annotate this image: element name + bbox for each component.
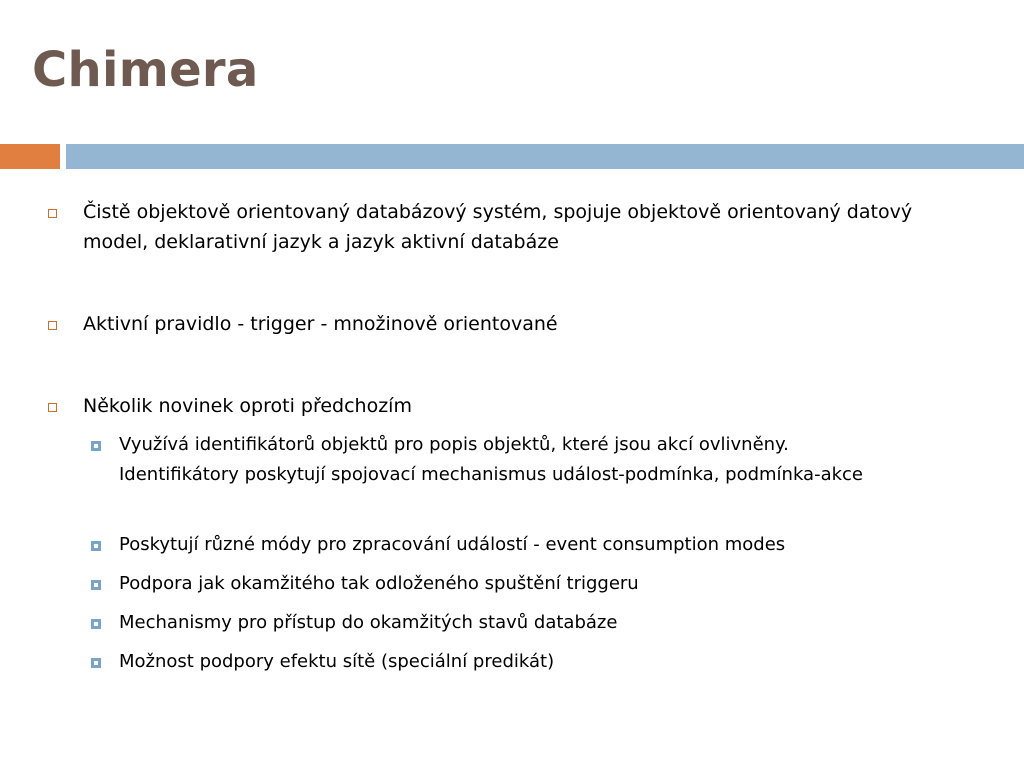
bullet-square-icon (48, 321, 57, 330)
sub-bullet-item: Mechanismy pro přístup do okamžitých stavů databáze (119, 612, 618, 633)
bullet-item: Několik novinek oproti předchozím (83, 395, 412, 417)
bullet-square-icon (48, 403, 57, 412)
sub-bullet-item: Podpora jak okamžitého tak odloženého spuštění triggeru (119, 573, 639, 594)
sub-bullet-square-icon (91, 580, 101, 590)
accent-bar-orange (0, 144, 60, 169)
bullet-item: Aktivní pravidlo - trigger - množinově orientované (83, 313, 558, 335)
sub-bullet-item: Poskytují různé módy pro zpracování událostí - event consumption modes (119, 534, 786, 555)
slide-title: Chimera (32, 42, 259, 98)
sub-bullet-item: Možnost podpory efektu sítě (speciální predikát) (119, 651, 555, 672)
sub-bullet-square-icon (91, 619, 101, 629)
bullet-square-icon (48, 209, 57, 218)
sub-bullet-square-icon (91, 658, 101, 668)
sub-bullet-item: Využívá identifikátorů objektů pro popis objektů, které jsou akcí ovlivněny. Identifikátory poskytují spojovací mechanismus událost-podmínka, podmínka-akce (119, 434, 864, 485)
sub-bullet-square-icon (91, 441, 101, 451)
accent-bar-blue (66, 144, 1024, 169)
sub-bullet-square-icon (91, 541, 101, 551)
bullet-item: Čistě objektově orientovaný databázový systém, spojuje objektově orientovaný datový model, deklarativní jazyk a jazyk aktivní databáze (83, 201, 913, 253)
